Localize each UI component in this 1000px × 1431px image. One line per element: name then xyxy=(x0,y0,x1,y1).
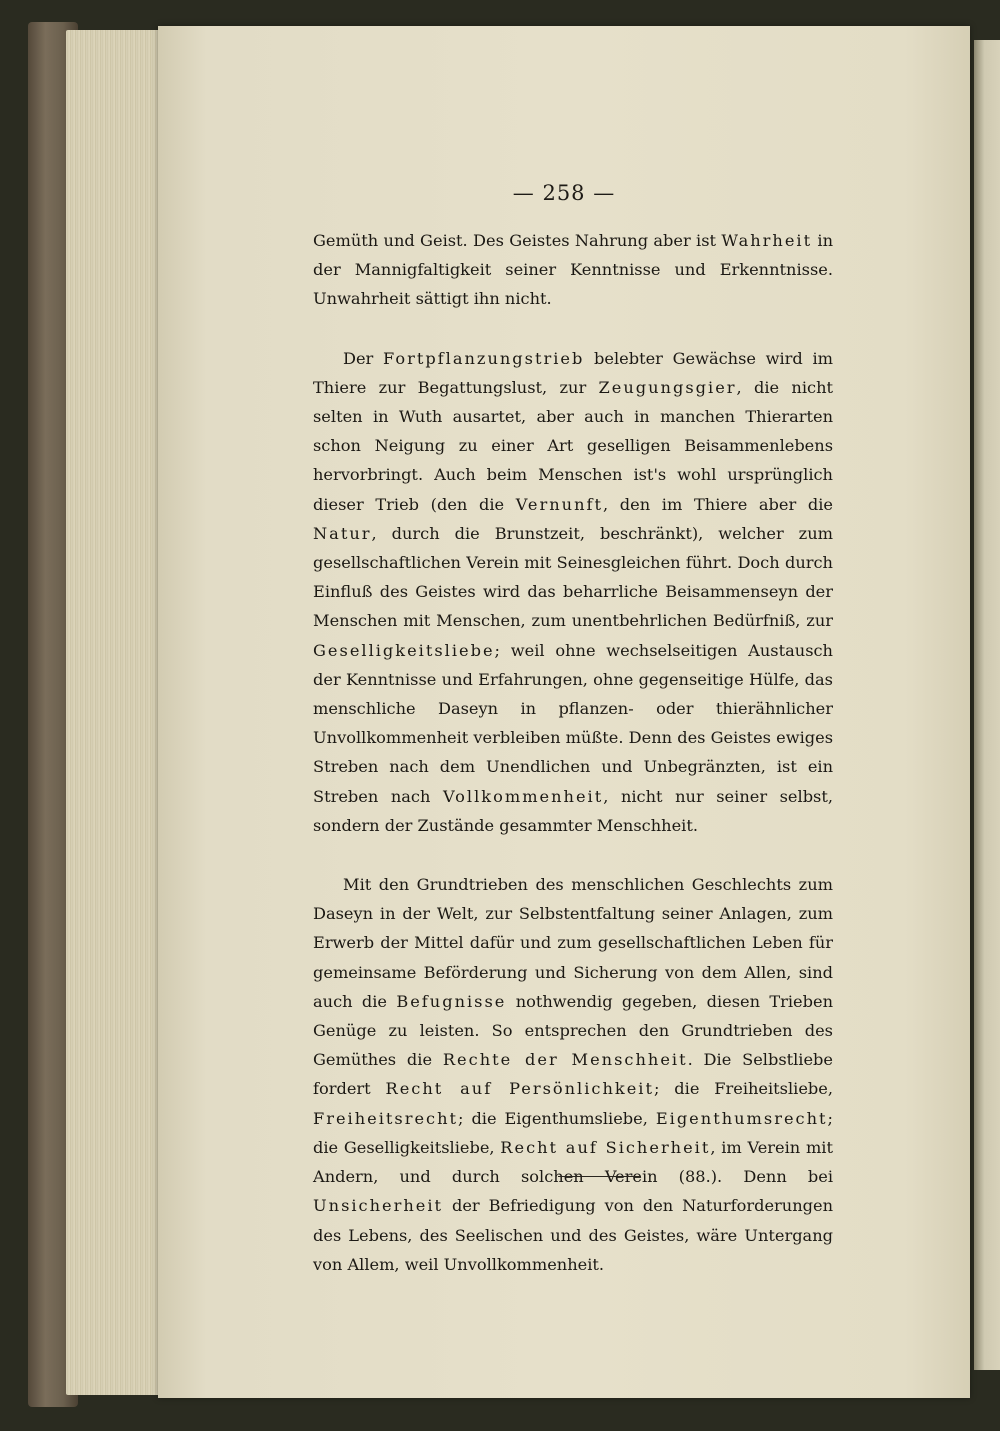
page-stack-edges xyxy=(66,30,162,1395)
paragraph-3 xyxy=(313,870,833,1279)
text-segment: , nicht nur seiner selbst, sondern der Zustände gesammter Menschheit. xyxy=(313,786,834,835)
text-segment: Der xyxy=(343,348,383,368)
emphasized-term: Zeugungsgier xyxy=(598,377,737,397)
emphasized-term: Eigenthumsrecht xyxy=(655,1108,828,1128)
emphasized-term: Befugnisse xyxy=(396,991,507,1011)
text-segment: Gemüth und Geist. Des Geistes Nahrung aber ist xyxy=(313,231,722,250)
facing-page-edge xyxy=(974,40,1000,1370)
text-segment: ; die Freiheitsliebe, xyxy=(653,1079,834,1099)
page-text xyxy=(313,226,833,1309)
text-segment: , den im Thiere aber die xyxy=(603,494,833,514)
paragraph-1 xyxy=(313,226,833,314)
paragraph-2 xyxy=(313,344,833,840)
text-segment: ; die Geselligkeitsliebe, xyxy=(313,1108,833,1157)
text-segment: , im Verein mit Andern, und durch solchen Verein (88.). Denn bei xyxy=(313,1137,833,1187)
emphasized-term: Rechte der Menschheit xyxy=(442,1050,688,1070)
text-segment: ; die Eigenthumsliebe, xyxy=(458,1108,656,1128)
emphasized-term: Vernunft xyxy=(515,494,604,514)
emphasized-term: Vollkommenheit xyxy=(442,786,604,806)
page-number: — 258 — xyxy=(512,181,616,205)
emphasized-term: Fortpflanzungstrieb xyxy=(382,348,585,368)
text-segment: Mit den Grundtrieben des menschlichen Geschlechts zum Daseyn in der Welt, zur Selbstentfaltung seiner Anlagen, zum Erwerb der Mittel dafür und zum gesellschaftlichen Leben für gemeinsame Beförderung und Sicherung von dem Allen, sind auch die xyxy=(313,875,833,1011)
section-divider xyxy=(558,1176,640,1177)
text-segment: in der Mannigfaltigkeit seiner Kenntnisse und Erkenntnisse. Unwahrheit sättigt ihn nicht. xyxy=(313,231,833,309)
emphasized-term: Recht auf Sicherheit xyxy=(500,1137,711,1157)
text-segment: nothwendig gegeben, diesen Trieben Genüge zu leisten. So entsprechen den Grundtrieben des Gemüthes die xyxy=(313,991,834,1070)
text-segment: . Die Selbstliebe fordert xyxy=(313,1050,834,1099)
emphasized-term: Recht auf Persönlichkeit xyxy=(385,1079,654,1099)
text-segment: der Befriedigung von den Naturforderungen des Lebens, des Seelischen und des Geistes, wäre Untergang von Allem, weil Unvollkommenheit. xyxy=(313,1196,833,1274)
text-segment: belebter Gewächse wird im Thiere zur Begattungslust, zur xyxy=(313,348,833,397)
emphasized-term: Freiheitsrecht xyxy=(313,1108,459,1128)
text-segment: ; weil ohne wechselseitigen Austausch der Kenntnisse und Erfahrungen, ohne gegenseitige Hülfe, das menschliche Daseyn in pflanzen- oder thierähnlicher Unvollkommenheit verbleiben müßte. Denn des Geistes ewiges Streben nach dem Unendlichen und Unbegränzten, ist ein Streben nach xyxy=(313,640,833,806)
emphasized-term: Wahrheit xyxy=(721,231,813,250)
emphasized-term: Unsicherheit xyxy=(313,1196,444,1216)
text-segment: , durch die Brunstzeit, beschränkt), welcher zum gesellschaftlichen Verein mit Seinesgleichen führt. Doch durch Einfluß des Geistes wird das beharrliche Beisammenseyn der Menschen mit Menschen, zum unentbehrlichen Bedürfniß, zur xyxy=(313,523,833,631)
text-segment: , die nicht selten in Wuth ausartet, aber auch in manchen Thierarten schon Neigung zu einer Art geselligen Beisammenlebens hervorbringt. Auch beim Menschen ist's wohl ursprünglich dieser Trieb (den die xyxy=(313,377,834,514)
emphasized-term: Geselligkeitsliebe xyxy=(313,640,495,660)
emphasized-term: Natur xyxy=(313,523,372,543)
book-page xyxy=(158,26,970,1398)
